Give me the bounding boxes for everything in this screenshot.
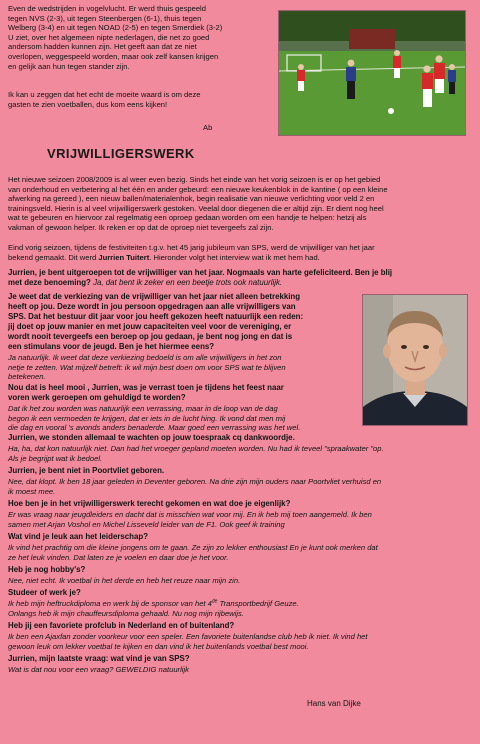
answer-line: Dat ik het zou worden was natuurlijk een verrassing, maar in de loop van de dag — [8, 404, 278, 413]
answer-line: gewoon leuk om lekker voetbal te kijken en dan vind ik het buitenlands voetbal best mooi. — [8, 641, 309, 651]
question-line: voren werk geroepen om gehuldigd te worden? — [8, 393, 186, 403]
interview-a8: Nee, niet echt. Ik voetbal in het derde en heb het reuze naar mijn zin. — [8, 576, 241, 585]
intro-paragraph — [8, 4, 273, 71]
answer-line: Ik ben een Ajaxfan zonder voorkeur voor een speler. Een favoriete buitenlandse club heb ik niet. Ik vind het — [8, 632, 368, 641]
intro-signature: Ab — [203, 123, 213, 132]
intro-closing — [8, 90, 273, 109]
intro-line: tegen NVS (2-3), uit tegen Steenbergen (6-1), thuis tegen — [8, 13, 202, 23]
answer-line: die dag en vooral 's avonds anders benaderde. Maar goed een verrassing was het wel. — [8, 423, 301, 433]
answer-text: Ja, dat bent ik zeker en een beetje trots ook natuurlijk. — [90, 278, 283, 288]
interview-a7 — [8, 543, 474, 562]
portrait-photo — [362, 294, 468, 426]
question-text: met deze benoeming? — [8, 278, 91, 288]
answer-line: Ja natuurlijk. Ik weet dat deze verkiezing bedoeld is om alle vrijwilligers in het zon — [8, 353, 282, 362]
answer-line: samen met Arjan Voshol en Michel Lisseveld leider van de F1. Ook geef ik training — [8, 519, 285, 529]
interview-a4 — [8, 444, 474, 463]
volunteer-name: Jurrien Tuitert — [98, 252, 150, 262]
interview-q8: Heb je nog hobby's? — [8, 565, 86, 574]
ordinal-suffix: de — [211, 598, 218, 605]
section-title: VRIJWILLIGERSWERK — [47, 146, 195, 161]
answer-line: netje te zetten. Wat mijzelf betreft: ik wil mijn best doen om voor SPS wat te blijven — [8, 362, 286, 372]
answer-text: Ik heb mijn heftruckdiploma en werk bij de sponsor van het 4 — [8, 599, 212, 608]
paragraph-line: Het nieuwe seizoen 2008/2009 is al weer even bezig. Sinds het einde van het vorig seizoen is er op het gebied — [8, 175, 381, 184]
question-line: een stimulans voor de jeugd. Ben je het hiermee eens? — [8, 342, 215, 352]
answer-line — [8, 599, 474, 609]
interview-q5: Jurrien, je bent niet in Poortvliet geboren. — [8, 466, 165, 475]
paragraph-line: wat te gebeuren en hiervoor zal regelmatig een oproep gedaan worden om een handje te helpen: hetzij als — [8, 213, 367, 223]
question-line: heeft op jou. Deze wordt in jou persoon opgedragen aan alle vrijwilligers van — [8, 302, 296, 312]
answer-line: begon ik een vermoeden te krijgen, dat er iets in de lucht hing. Ik vond dat men mij — [8, 413, 286, 423]
interview-q7: Wat vind je leuk aan het leiderschap? — [8, 532, 149, 541]
paragraph-maintenance — [8, 175, 474, 233]
interview-q2 — [8, 292, 360, 353]
answer-text: Transportbedrijf Geuze. — [217, 599, 299, 608]
intro-closing-line: gasten te zien voetballen, dus kom eens kijken! — [8, 99, 168, 109]
paragraph-line: van onderhoud en verbetering al het één en ander gebeurd: een nieuwe keukenblok in de kantine ( op een kleine — [8, 184, 388, 194]
interview-a10 — [8, 632, 474, 651]
intro-line: U ziet, over het algemeen nipte nederlagen, die net zo goed — [8, 32, 210, 42]
answer-line: betekenen. — [8, 372, 46, 382]
interview-a5 — [8, 477, 474, 496]
question-line: Jurrien, je bent uitgeroepen tot de vrijwilliger van het jaar. Nogmaals van harte gefeliciteerd. Ben je blij — [8, 268, 393, 277]
intro-closing-line: Ik kan u zeggen dat het echt de moeite waard is om deze — [8, 90, 201, 99]
answer-line: Als je begrijpt wat ik bedoel. — [8, 453, 103, 463]
answer-line: Onlangs heb ik mijn chauffeursdiploma gehaald. Nu nog mijn rijbewijs. — [8, 608, 244, 618]
answer-line: Er was vraag naar jeugdleiders en dacht dat is misschien wat voor mij. En ik heb mij toen aangemeld. Ik ben — [8, 510, 372, 519]
interview-q4: Jurrien, we stonden allemaal te wachten op jouw toespraak cq dankwoordje. — [8, 433, 295, 442]
football-match-photo — [278, 10, 466, 136]
interview-q6: Hoe ben je in het vrijwilligerswerk terecht gekomen en wat doe je eigenlijk? — [8, 499, 291, 508]
interview-q9: Studeer of werk je? — [8, 588, 81, 597]
paragraph-text: . Hieronder volgt het interview wat ik met hem had. — [149, 252, 320, 262]
paragraph-line: trainingsveld. Hierin is al veel vrijwilligerswerk gestoken. Veelal door diegenen die er altijd zijn. Er dient nog heel — [8, 203, 384, 213]
interview-a9 — [8, 599, 474, 618]
answer-line: ik moest mee. — [8, 486, 56, 496]
question-line: Je weet dat de verkiezing van de vrijwilliger van het jaar niet alleen betrekking — [8, 292, 301, 301]
interview-q10: Heb jij een favoriete profclub in Nederland en of buitenland? — [8, 621, 235, 630]
answer-line: Ha, ha, dat kon natuurlijk niet. Dan had het vroeger gepland moeten worden. Nu had ik teveel "spraakwater "op. — [8, 444, 384, 453]
question-line — [8, 278, 474, 288]
paragraph-line — [8, 253, 474, 263]
paragraph-jubilee — [8, 243, 474, 262]
interview-a2 — [8, 353, 360, 382]
interview-a11: Wat is dat nou voor een vraag? GEWELDIG natuurlijk — [8, 665, 189, 674]
interview-a6 — [8, 510, 474, 529]
paragraph-line: afwerking na gereed ), een nieuw ballen/materialenhok, begin realisatie van nieuwe verlichting voor veld 2 en — [8, 194, 375, 204]
answer-line: Ik vind het prachtig om die kleine jongens om te gaan. Ze zijn zo lekker enthousiast En je kunt ook merken dat — [8, 543, 378, 552]
question-line: wordt nooit tevergeefs een beroep op jou gedaan, je bent nog jong en dat is — [8, 332, 293, 342]
intro-line: overlopen, weggespeeld worden, maar ook zelf kansen krijgen — [8, 51, 219, 61]
question-line: Nou dat is heel mooi , Jurrien, was je verrast toen je tijdens het feest naar — [8, 383, 284, 392]
interview-q11: Jurrien, mijn laatste vraag: wat vind je van SPS? — [8, 654, 190, 663]
answer-line: ze het leuk vinden. Dat laten ze je voelen en daar doe je het voor. — [8, 552, 229, 562]
paragraph-line: vakman of gewoon helper. Ik reken er op dat de oproep niet tevergeefs zal zijn. — [8, 222, 274, 232]
question-line: jij doet op jouw manier en met jouw capaciteiten veel voor de vereniging, er — [8, 322, 292, 332]
interview-q1 — [8, 268, 474, 288]
paragraph-text: bekend gemaakt. Dit werd — [8, 252, 97, 262]
intro-line: en gelijk aan hun tegen stander zijn. — [8, 61, 130, 71]
intro-line: Even de wedstrijden in vogelvlucht. Er werd thuis gespeeld — [8, 4, 206, 13]
question-line: SPS. Dat het bestuur dit jaar voor jou heeft gekozen heeft natuurlijk een reden: — [8, 312, 304, 322]
interview-q3 — [8, 383, 360, 403]
author-signature: Hans van Dijke — [307, 699, 361, 708]
intro-line: Welberg (3-4) en uit tegen NOAD (2-5) en tegen Smerdiek (3-2) — [8, 23, 223, 33]
intro-line: andersom hadden kunnen zijn. Het geeft aan dat ze niet — [8, 42, 197, 52]
answer-line: Nee, dat klopt. Ik ben 18 jaar geleden in Deventer geboren. Na drie zijn mijn ouders naar Poortvliet verhuisd en — [8, 477, 382, 486]
paragraph-line: Eind vorig seizoen, tijdens de festiviteiten t.g.v. het 45 jarig jubileum van SPS, werd de vrijwilliger van het jaar — [8, 243, 375, 252]
interview-a3 — [8, 404, 368, 433]
